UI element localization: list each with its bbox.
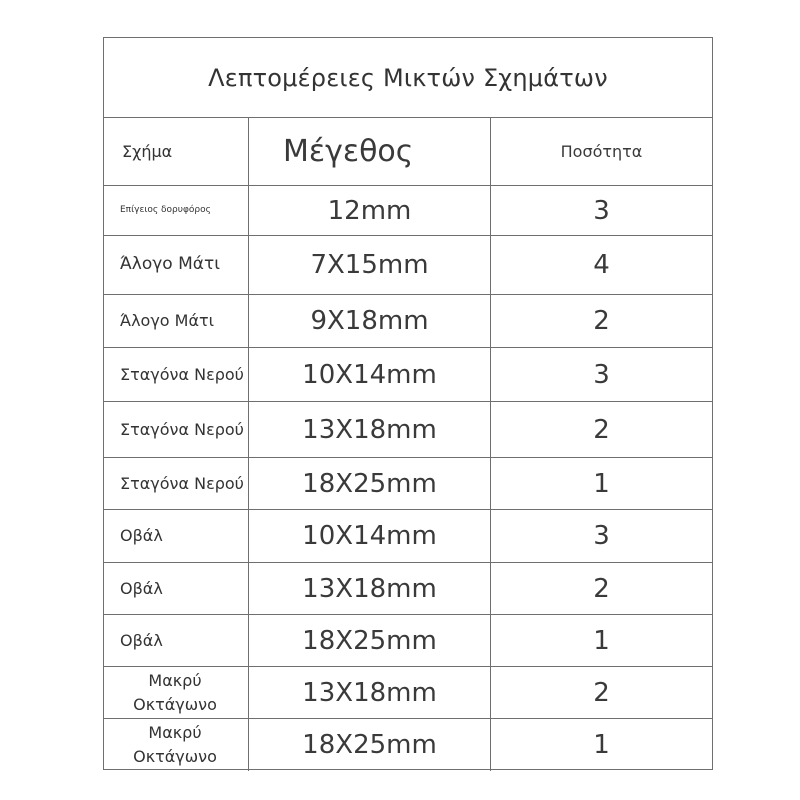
table-header-row: [104, 118, 712, 186]
row-size: 7X15mm: [249, 236, 491, 294]
row-quantity: 4: [593, 250, 610, 280]
row-quantity: 3: [593, 195, 610, 226]
header-quantity: Ποσότητα: [560, 142, 643, 161]
row-size: 13X18mm: [249, 402, 491, 457]
row-size: 10X14mm: [249, 348, 491, 401]
row-shape: Σταγόνα Νερού: [104, 348, 249, 401]
table-row: [104, 186, 712, 236]
row-size: 13X18mm: [249, 667, 491, 718]
row-shape: [104, 667, 249, 718]
row-quantity: 3: [593, 359, 610, 390]
table-row: [104, 667, 712, 719]
shape-details-table: [103, 37, 713, 770]
table-title: Λεπτομέρειες Μικτών Σχημάτων: [208, 63, 608, 92]
row-size: 13X18mm: [249, 563, 491, 614]
row-shape: Σταγόνα Νερού: [104, 458, 249, 509]
row-shape: Οβάλ: [104, 563, 249, 614]
row-shape-text: Μακρύ Οκτάγωνο: [133, 670, 217, 714]
table-grid: [104, 118, 712, 771]
row-quantity: 1: [593, 625, 610, 656]
row-quantity: 1: [593, 468, 610, 499]
row-size: 9X18mm: [249, 295, 491, 347]
table-row: [104, 458, 712, 510]
table-row: [104, 510, 712, 563]
table-title-row: [104, 38, 712, 118]
row-shape: Οβάλ: [104, 510, 249, 562]
row-size: 10X14mm: [249, 510, 491, 562]
table-row: [104, 719, 712, 771]
table-row: [104, 563, 712, 615]
row-size: 12mm: [249, 186, 491, 235]
row-quantity: 2: [593, 414, 610, 445]
row-shape: [104, 719, 249, 771]
row-shape-text: Άλογο Μάτι: [120, 254, 220, 275]
row-quantity: 3: [593, 521, 610, 551]
row-shape: Επίγειος δορυφόρος: [104, 186, 249, 235]
table-row: [104, 295, 712, 348]
row-size: 18X25mm: [249, 458, 491, 509]
row-shape: Οβάλ: [104, 615, 249, 666]
table-row: [104, 348, 712, 402]
row-quantity: 2: [593, 677, 610, 708]
header-size: Μέγεθος: [249, 118, 491, 185]
row-size: 18X25mm: [249, 615, 491, 666]
row-quantity: 1: [593, 730, 610, 760]
table-row: [104, 236, 712, 295]
row-shape: [104, 236, 249, 294]
table-row: [104, 402, 712, 458]
row-shape-text: Μακρύ Οκτάγωνο: [133, 723, 217, 766]
row-quantity: 2: [593, 306, 610, 336]
row-size: 18X25mm: [249, 719, 491, 771]
table-row: [104, 615, 712, 667]
header-shape: Σχήμα: [104, 118, 249, 185]
row-quantity: 2: [593, 573, 610, 604]
row-shape: Σταγόνα Νερού: [104, 402, 249, 457]
row-shape: Άλογο Μάτι: [104, 295, 249, 347]
